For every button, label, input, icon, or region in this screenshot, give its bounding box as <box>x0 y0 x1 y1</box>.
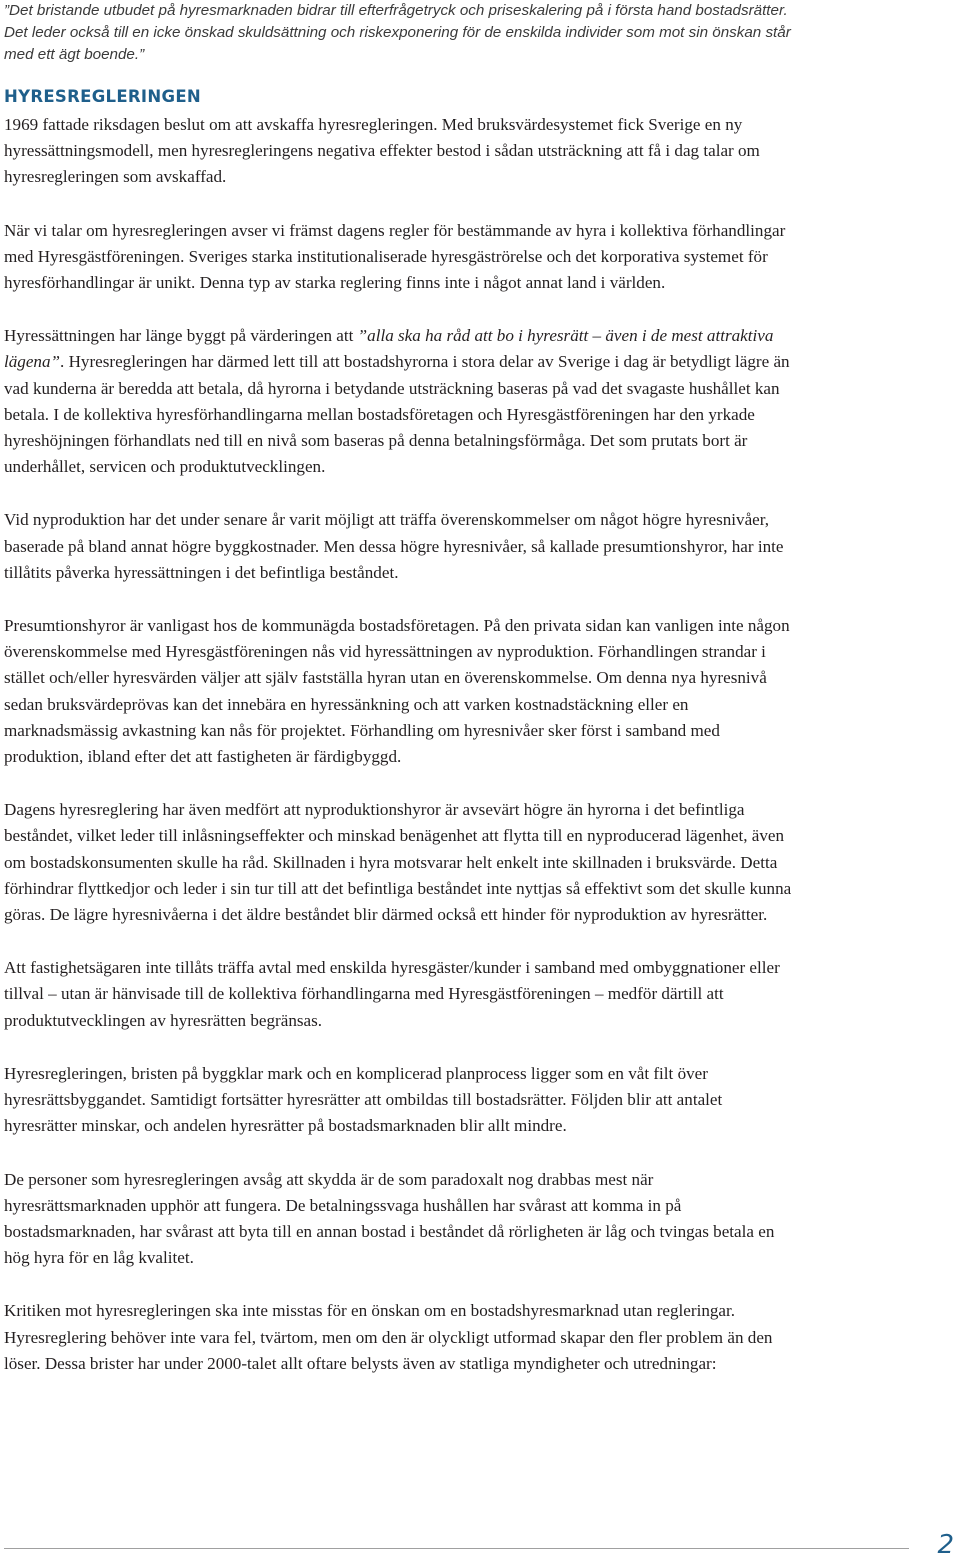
paragraph-3 <box>4 323 794 480</box>
footer-divider <box>4 1548 909 1549</box>
paragraph-8: Hyresregleringen, bristen på byggklar mark och en komplicerad planprocess ligger som en våt filt över hyresrättsbyggandet. Samtidigt fortsätter hyresrätter att ombildas till bostadsrätter. Följden blir att antalet hyresrätter minskar, och andelen hyresrätter på bostadsmarknaden blir allt mindre. <box>4 1063 723 1136</box>
paragraph-5: Presumtionshyror är vanligast hos de kommunägda bostadsföretagen. På den privata sidan kan vanligen inte någon överenskommelse med Hyresgästföreningen nås vid hyressättningen av nyproduktion. Förhandlingen strandar i stället och/eller hyresvärden väljer att själv fastställa hyran utan en överenskommelse. Om denna nya hyresnivå sedan bruksvärdeprövas kan det innebära en hyressänkning och att varken kostnadstäckning eller en marknadsmässig avkastning kan nås för projektet. Förhandling om hyresnivåer sker först i samband med produktion, ibland efter det att fastigheten är färdigbyggd. <box>4 616 790 767</box>
intro-quote: ”Det bristande utbudet på hyresmarknaden bidrar till efterfrågetryck och priseskalering på i första hand bostadsrätter. Det leder också till en icke önskad skuldsättning och riskexponering för de enskilda individer som mot sin önskan står med ett ägt boende.” <box>4 2 791 63</box>
paragraph-3-quote: ”alla ska ha råd att bo i hyresrätt – även i de mest attraktiva lägena” <box>4 326 774 372</box>
paragraph-10: Kritiken mot hyresregleringen ska inte misstas för en önskan om en bostadshyresmarknad utan regleringar. Hyresreglering behöver inte vara fel, tvärtom, men om den är olyckligt utformad skapar den fler problem än den löser. Dessa brister har under 2000-talet allt oftare belysts även av statliga myndigheter och utredningar: <box>4 1301 773 1373</box>
paragraph-2: När vi talar om hyresregleringen avser vi främst dagens regler för bestämmande av hyra i kollektiva förhandlingar med Hyresgästföreningen. Sveriges starka institutionaliserade hyresgäströrelse och det korporativa systemet för hyresförhandlingar är unikt. Denna typ av starka reglering finns inte i något annat land i världen. <box>4 220 786 293</box>
paragraph-3-lead: Hyressättningen har länge byggt på värderingen att <box>4 326 358 346</box>
paragraph-1: 1969 fattade riksdagen beslut om att avskaffa hyresregleringen. Med bruksvärdesystemet fick Sverige en ny hyressättningsmodell, men hyresregleringens negativa effekter bestod i sådan utsträckning att få i dag talar om hyresregleringen som avskaffad. <box>4 115 760 187</box>
paragraph-3-rest: . Hyresregleringen har därmed lett till att bostadshyrorna i stora delar av Sverige i dag är betydligt lägre än vad kunderna är beredda att betala, då hyrorna i betydande utsträckning baseras på vad det svagaste hushållet kan betala. I de kollektiva hyresförhandlingarna mellan bostadsföretagen och Hyresgästföreningen har den yrkade hyreshöjningen förhandlats ned till en nivå som baseras på denna betalningsförmåga. Det som prutats bort är underhållet, servicen och produktutvecklingen. <box>4 352 790 477</box>
paragraph-7: Att fastighetsägaren inte tillåts träffa avtal med enskilda hyresgäster/kunder i samband med ombyggnationer eller tillval – utan är hänvisade till de kollektiva förhandlingarna med Hyresgästföreningen – medför därtill att produktutvecklingen av hyresrätten begränsas. <box>4 958 780 1030</box>
paragraph-9: De personer som hyresregleringen avsåg att skydda är de som paradoxalt nog drabbas mest när hyresrättsmarknaden upphör att fungera. De betalningssvaga hushållen har svårast att komma in på bostadsmarknaden, har svårast att byta till en annan bostad i beståndet då rörligheten är låg och tvingas betala en hög hyra för en låg kvalitet. <box>4 1169 775 1268</box>
section-heading: HYRESREGLERINGEN <box>4 87 201 106</box>
paragraph-4: Vid nyproduktion har det under senare år varit möjligt att träffa överenskommelser om något högre hyresnivåer, baserade på bland annat högre byggkostnader. Men dessa högre hyresnivåer, så kallade presumtionshyror, har inte tillåtits påverka hyressättningen i det befintliga beståndet. <box>4 510 784 582</box>
document-page <box>4 0 794 1404</box>
page-number: 2 <box>937 1530 954 1560</box>
paragraph-6: Dagens hyresreglering har även medfört att nyproduktionshyror är avsevärt högre än hyrorna i det befintliga beståndet, vilket leder till inlåsningseffekter och minskad benägenhet att flytta till en nyproducerad lägenhet, även om bostadskonsumenten skulle ha råd. Skillnaden i hyra motsvarar helt enkelt inte skillnaden i bruksvärde. Detta förhindrar flyttkedjor och leder i sin tur till att det befintliga beståndet inte nyttjas så effektivt som det skulle kunna göras. De lägre hyresnivåerna i det äldre beståndet blir därmed också ett hinder för nyproduktion av hyresrätter. <box>4 800 792 925</box>
